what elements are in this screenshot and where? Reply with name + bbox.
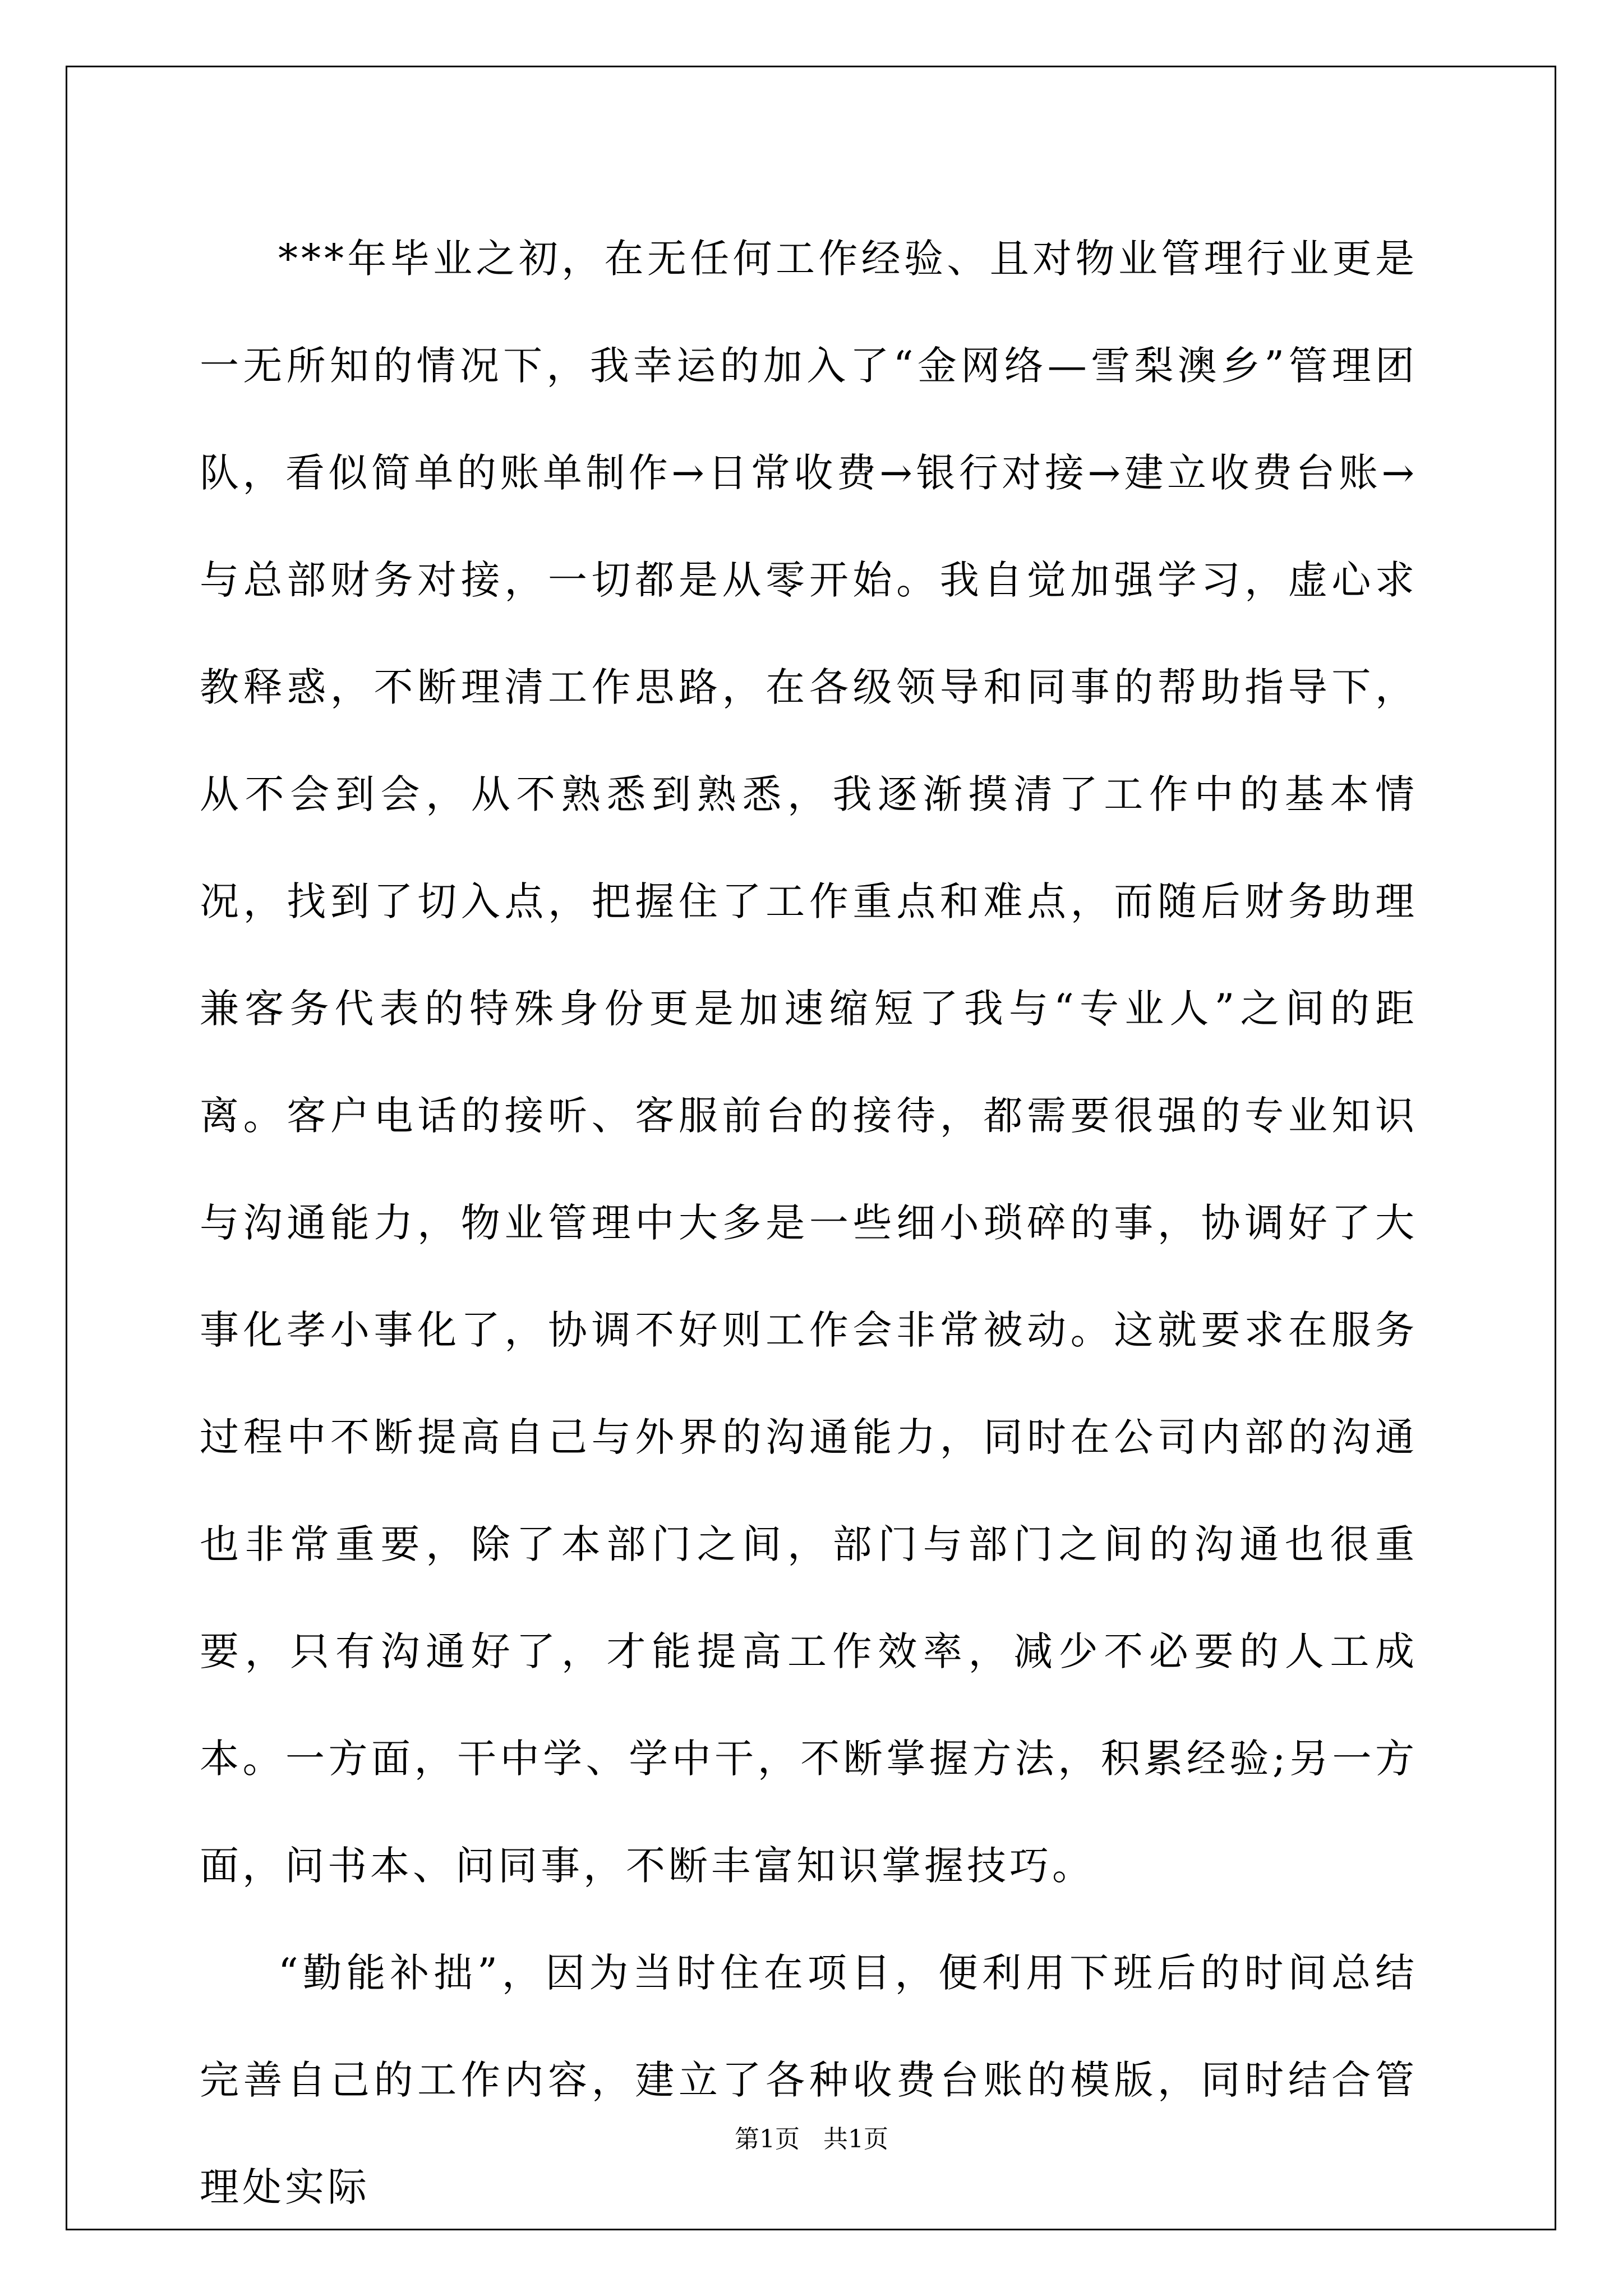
paragraph-2: “勤能补拙”，因为当时住在项目，便利用下班后的时间总结完善自己的工作内容，建立了各种收费台账的模版，同时结合管理处实际 — [200, 1950, 1418, 2210]
page-number-current: 第1页 — [735, 2125, 800, 2154]
document-body — [200, 205, 1418, 2241]
page-number-total: 共1页 — [823, 2125, 888, 2154]
paragraph-1: ***年毕业之初，在无任何工作经验、且对物业管理行业更是一无所知的情况下，我幸运的加入了“金网络—雪梨澳乡”管理团队，看似简单的账单制作→日常收费→银行对接→建立收费台账→与总部财务对接，一切都是从零开始。我自觉加强学习，虚心求教释惑，不断理清工作思路，在各级领导和同事的帮助指导下，从不会到会，从不熟悉到熟悉，我逐渐摸清了工作中的基本情况，找到了切入点，把握住了工作重点和难点，而随后财务助理兼客务代表的特殊身份更是加速缩短了我与“专业人”之间的距离。客户电话的接听、客服前台的接待，都需要很强的专业知识与沟通能力，物业管理中大多是一些细小琐碎的事，协调好了大事化孝小事化了，协调不好则工作会非常被动。这就要求在服务过程中不断提高自己与外界的沟通能力，同时在公司内部的沟通也非常重要，除了本部门之间，部门与部门之间的沟通也很重要，只有沟通好了，才能提高工作效率，减少不必要的人工成本。一方面，干中学、学中干，不断掌握方法，积累经验;另一方面，问书本、问同事，不断丰富知识掌握技巧。 — [200, 236, 1418, 1889]
page-footer — [0, 2119, 1623, 2155]
